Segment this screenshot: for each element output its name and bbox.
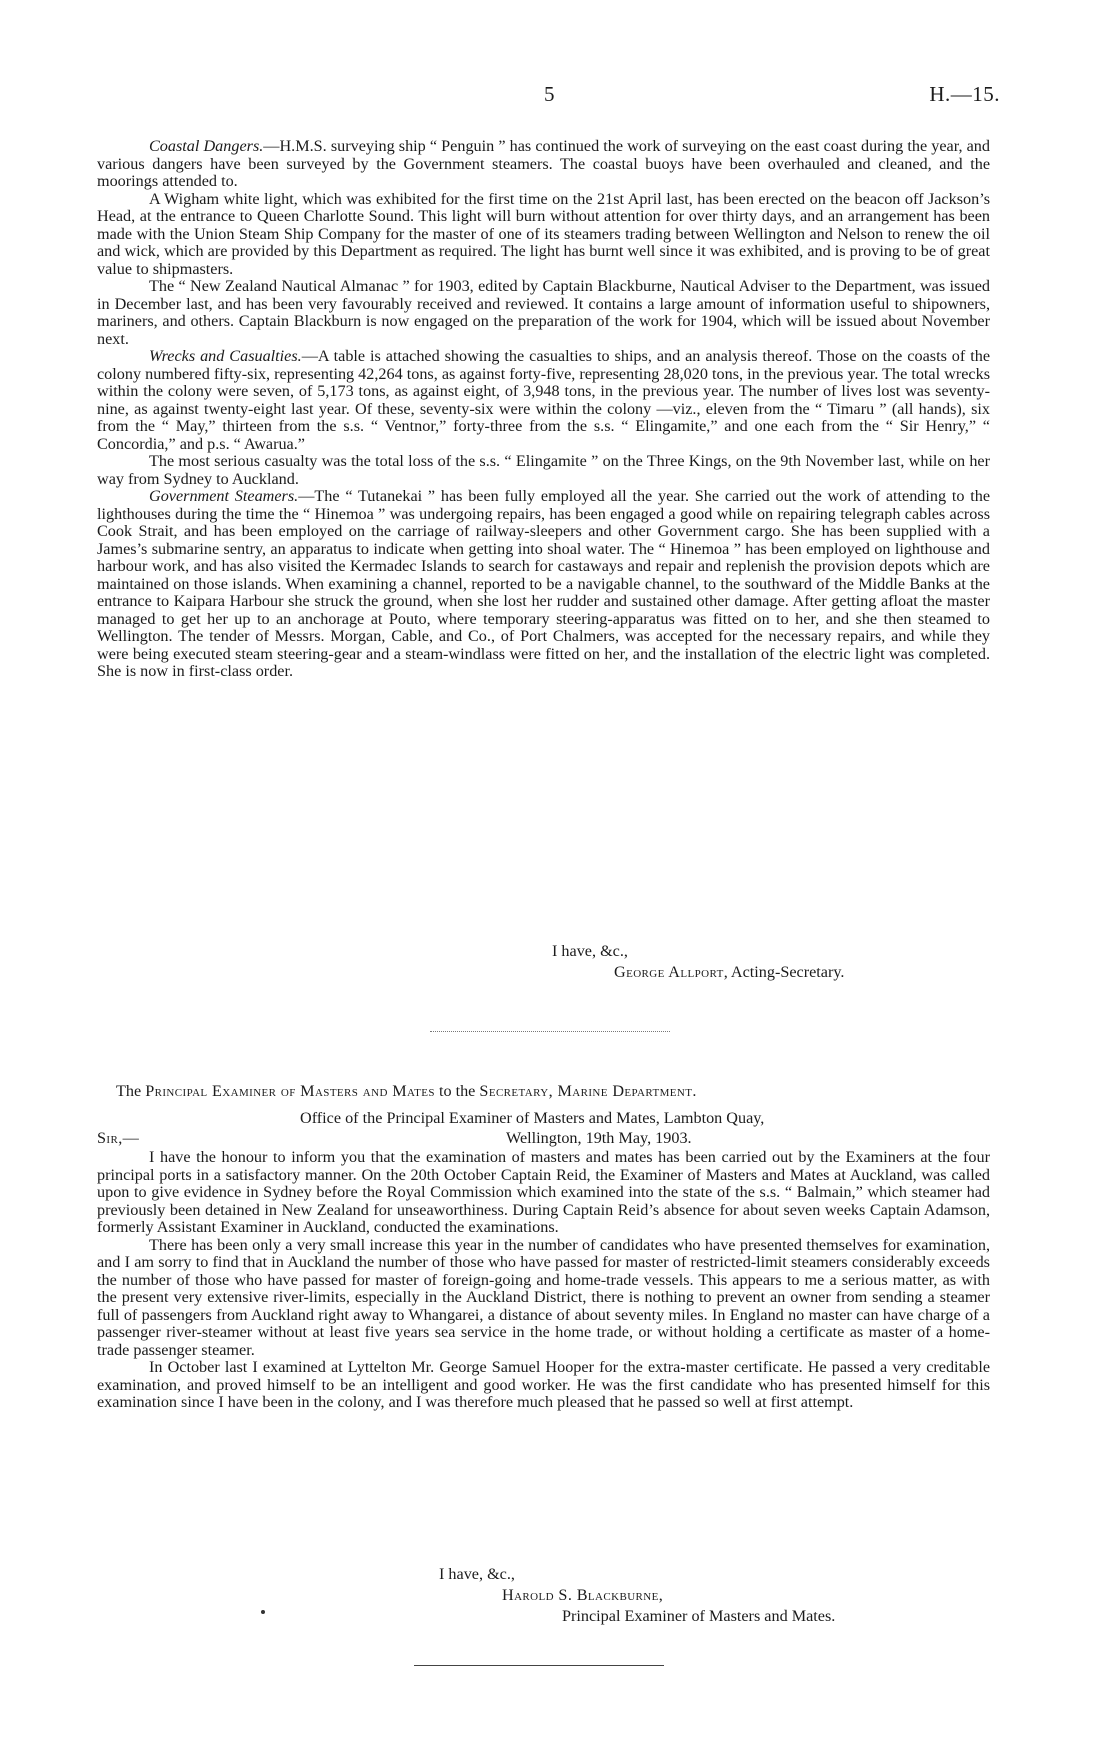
paragraph-candidates-increase: There has been only a very small increase this year in the number of candidates who have presented themselves for examination, and I am sorry to find that in Auckland the number of those who have passed for master of restricted-limit steamers considerably exceeds the number of those who have passed for master of foreign-going and home-trade vessels. This appears to me a serious matter, as with the present very extensive river-limits, especially in the Auckland District, there is nothing to prevent an owner from sending a steamer full of passengers from Auckland right away to Whangarei, a distance of about seventy miles. In England no master can have charge of a passenger river-steamer without at least five years sea service in the home trade, or without holding a certificate as master of a home-trade passenger steamer. <box>97 1235 990 1359</box>
marine-department-report-section <box>97 138 990 681</box>
ink-speck <box>261 1610 265 1614</box>
signature-1 <box>614 963 844 981</box>
paragraph-coastal-dangers <box>97 138 990 191</box>
signature-1-title: , Acting-Secretary. <box>723 963 845 981</box>
date-line: Wellington, 19th May, 1903. <box>506 1129 692 1147</box>
paragraph-government-steamers <box>97 488 990 681</box>
letter-heading-recipient: Secretary, Marine Department <box>479 1082 693 1100</box>
page-number: 5 <box>544 82 555 106</box>
paragraph-wrecks-casualties <box>97 348 990 453</box>
closing-line-1: I have, &c., <box>552 942 628 960</box>
wrecks-casualties-heading: Wrecks and Casualties. <box>149 347 302 365</box>
section-divider <box>430 1031 670 1032</box>
page-header <box>0 82 1114 112</box>
letter-heading-to: to the <box>434 1082 480 1100</box>
letter-heading-sender: Principal Examiner of Masters and Mates <box>145 1082 435 1100</box>
paragraph-nautical-almanac: The “ New Zealand Nautical Almanac ” for 1903, edited by Captain Blackburne, Nautical Adviser to the Department, was issued in December last, and has been very favourably received and reviewed. It contains a large amount of information useful to shipowners, mariners, and others. Captain Blackburn is now engaged on the preparation of the work for 1904, which will be issued about November next. <box>97 277 990 348</box>
coastal-dangers-heading: Coastal Dangers. <box>149 137 264 155</box>
signature-2-title: Principal Examiner of Masters and Mates. <box>562 1607 836 1625</box>
government-steamers-text: —The “ Tutanekai ” has been fully employed all the year. She carried out the work of attending to the lighthouses during the time the “ Hinemoa ” was undergoing repairs, has been engaged a good while on repairing telegraph cables across Cook Strait, and has been employed on the carriage of railway-sleepers and other Government cargo. She has been supplied with a James’s submarine sentry, an apparatus to indicate when getting into shoal water. The “ Hinemoa ” has been employed on lighthouse and harbour work, and has also visited the Kermadec Islands to search for castaways and repair and replenish the provision depots which are maintained on those islands. When examining a channel, reported to be a navigable channel, to the southward of the Middle Banks at the entrance to Kaipara Harbour she struck the ground, when she lost her rudder and sustained other damage. After getting afloat the master managed to get her up to an anchorage at Pouto, where temporary steering-apparatus was fitted on to her, and she then steamed to Wellington. The tender of Messrs. Morgan, Cable, and Co., of Port Chalmers, was accepted for the necessary repairs, and while they were being executed steam steering-gear and a steam-windlass were fitted on her, and the installation of the electric light was completed. She is now in first-class order. <box>97 487 991 680</box>
letter-heading <box>116 1082 996 1100</box>
paragraph-examinations-carried-out: I have the honour to inform you that the examination of masters and mates has been carried out by the Examiners at the four principal ports in a satisfactory manner. On the 20th October Captain Reid, the Examiner of Masters and Mates at Auckland, was called upon to give evidence in Sydney before the Royal Commission which examined into the state of the s.s. “ Balmain,” which steamer had previously been detained in New Zealand for unseaworthiness. During Captain Reid’s absence for about seven weeks Captain Adamson, formerly Assistant Examiner in Auckland, conducted the examinations. <box>97 1148 990 1236</box>
document-reference: H.—15. <box>929 82 1000 106</box>
coastal-dangers-text: —H.M.S. surveying ship “ Penguin ” has continued the work of surveying on the east coast during the year, and various dangers have been surveyed by the Government steamers. The coastal buoys have been overhauled and cleaned, and the moorings attended to. <box>97 137 990 190</box>
end-rule <box>414 1665 664 1666</box>
closing-line-2: I have, &c., <box>439 1565 515 1583</box>
paragraph-extra-master-certificate: In October last I examined at Lyttelton Mr. George Samuel Hooper for the extra-master certificate. He passed a very creditable examination, and proved himself to be an intelligent and good worker. He was the first candidate who has presented himself for this examination since I have been in the colony, and I was therefore much pleased that he passed so well at first attempt. <box>97 1358 990 1411</box>
paragraph-elingamite-loss: The most serious casualty was the total loss of the s.s. “ Elingamite ” on the Three Kings, on the 9th November last, while on her way from Sydney to Auckland. <box>97 452 990 488</box>
wrecks-casualties-text: —A table is attached showing the casualties to ships, and an analysis thereof. Those on the coasts of the colony numbered fifty-six, representing 42,264 tons, as against forty-five, representing 28,020 tons, in the previous year. The total wrecks within the colony were seven, of 5,173 tons, as against eight, of 3,948 tons, in the previous year. The number of lives lost was seventy-nine, as against twenty-eight last year. Of these, seventy-six were within the colony —viz., eleven from the “ Timaru ” (all hands), six from the “ May,” thirteen from the s.s. “ Ventnor,” forty-three from the s.s. “ Elingamite,” and one each from the “ Sir Henry,” “ Concordia,” and p.s. “ Awarua.” <box>97 347 991 453</box>
examiner-letter-body <box>97 1149 990 1412</box>
salutation: Sir,— <box>97 1129 140 1147</box>
signature-1-name: George Allport <box>614 963 724 981</box>
office-address-line: Office of the Principal Examiner of Masters and Mates, Lambton Quay, <box>300 1109 765 1127</box>
letter-heading-prefix: The <box>116 1082 146 1100</box>
government-steamers-heading: Government Steamers. <box>149 487 299 505</box>
letter-heading-end: . <box>692 1082 697 1100</box>
signature-2-name: Harold S. Blackburne, <box>502 1586 664 1604</box>
paragraph-wigham-light: A Wigham white light, which was exhibited for the first time on the 21st April last, has been erected on the beacon off Jackson’s Head, at the entrance to Queen Charlotte Sound. This light will burn without attention for over thirty days, and an arrangement has been made with the Union Steam Ship Company for the master of one of its steamers trading between Wellington and Nelson to renew the oil and wick, which are provided by this Department as required. The light has burnt well since it was exhibited, and is proving to be of great value to shipmasters. <box>97 189 990 278</box>
